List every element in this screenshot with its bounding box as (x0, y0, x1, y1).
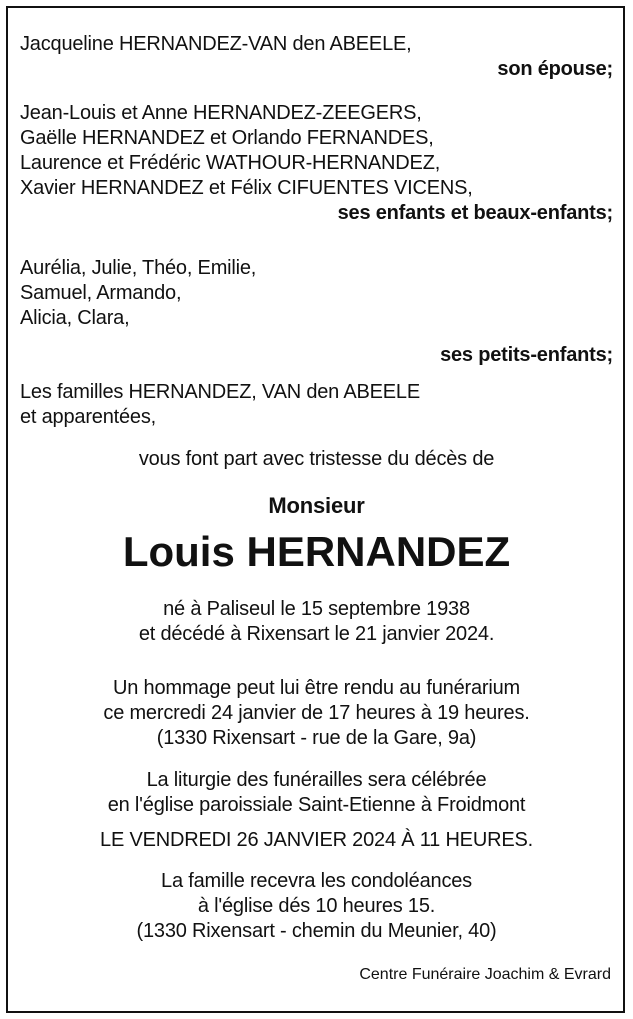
child-line: Gaëlle HERNANDEZ et Orlando FERNANDES, (20, 127, 434, 149)
condolences-address: (1330 Rixensart - chemin du Meunier, 40) (136, 920, 497, 942)
spouse-name: Jacqueline HERNANDEZ-VAN den ABEELE, (20, 33, 412, 55)
announcement-text: vous font part avec tristesse du décès de (138, 448, 495, 470)
child-line: Laurence et Frédéric WATHOUR-HERNANDEZ, (20, 152, 441, 174)
deceased-title: Monsieur (268, 493, 365, 518)
funeral-block (0, 768, 633, 818)
children-block (20, 101, 613, 226)
birth-death-block (0, 597, 633, 647)
grandchild-line: Alicia, Clara, (20, 307, 130, 329)
condolences-block (0, 869, 633, 944)
grandchildren-role: ses petits-enfants; (440, 344, 613, 366)
families-line: Les familles HERNANDEZ, VAN den ABEELE (20, 381, 420, 403)
deceased-title-block (0, 493, 633, 518)
spouse-role: son épouse; (497, 58, 613, 80)
funeral-home: Centre Funéraire Joachim & Evrard (359, 966, 611, 983)
deceased-name: Louis HERNANDEZ (122, 528, 511, 575)
child-line: Xavier HERNANDEZ et Félix CIFUENTES VICENS, (20, 177, 473, 199)
spouse-block (20, 32, 613, 82)
grandchild-line: Samuel, Armando, (20, 282, 182, 304)
grandchild-line: Aurélia, Julie, Théo, Emilie, (20, 257, 257, 279)
announcement (0, 447, 633, 472)
child-line: Jean-Louis et Anne HERNANDEZ-ZEEGERS, (20, 102, 422, 124)
condolences-line: à l'église dés 10 heures 15. (197, 895, 436, 917)
families-line: et apparentées, (20, 406, 156, 428)
tribute-block (0, 676, 633, 751)
funeral-date-block (0, 828, 633, 853)
birth-line: né à Paliseul le 15 septembre 1938 (163, 598, 470, 620)
funeral-line: La liturgie des funérailles sera célébrée (146, 769, 487, 791)
families-block (20, 380, 613, 430)
condolences-line: La famille recevra les condoléances (161, 870, 472, 892)
children-role: ses enfants et beaux-enfants; (337, 202, 613, 224)
funeral-line: en l'église paroissiale Saint-Etienne à Froidmont (107, 794, 526, 816)
funeral-date: LE VENDREDI 26 JANVIER 2024 À 11 HEURES. (100, 829, 533, 851)
tribute-address: (1330 Rixensart - rue de la Gare, 9a) (156, 727, 477, 749)
grandchildren-block (20, 256, 613, 368)
tribute-line: ce mercredi 24 janvier de 17 heures à 19 heures. (103, 702, 530, 724)
deceased-name-block (0, 527, 633, 577)
tribute-line: Un hommage peut lui être rendu au funérarium (113, 677, 520, 699)
death-line: et décédé à Rixensart le 21 janvier 2024. (138, 623, 495, 645)
